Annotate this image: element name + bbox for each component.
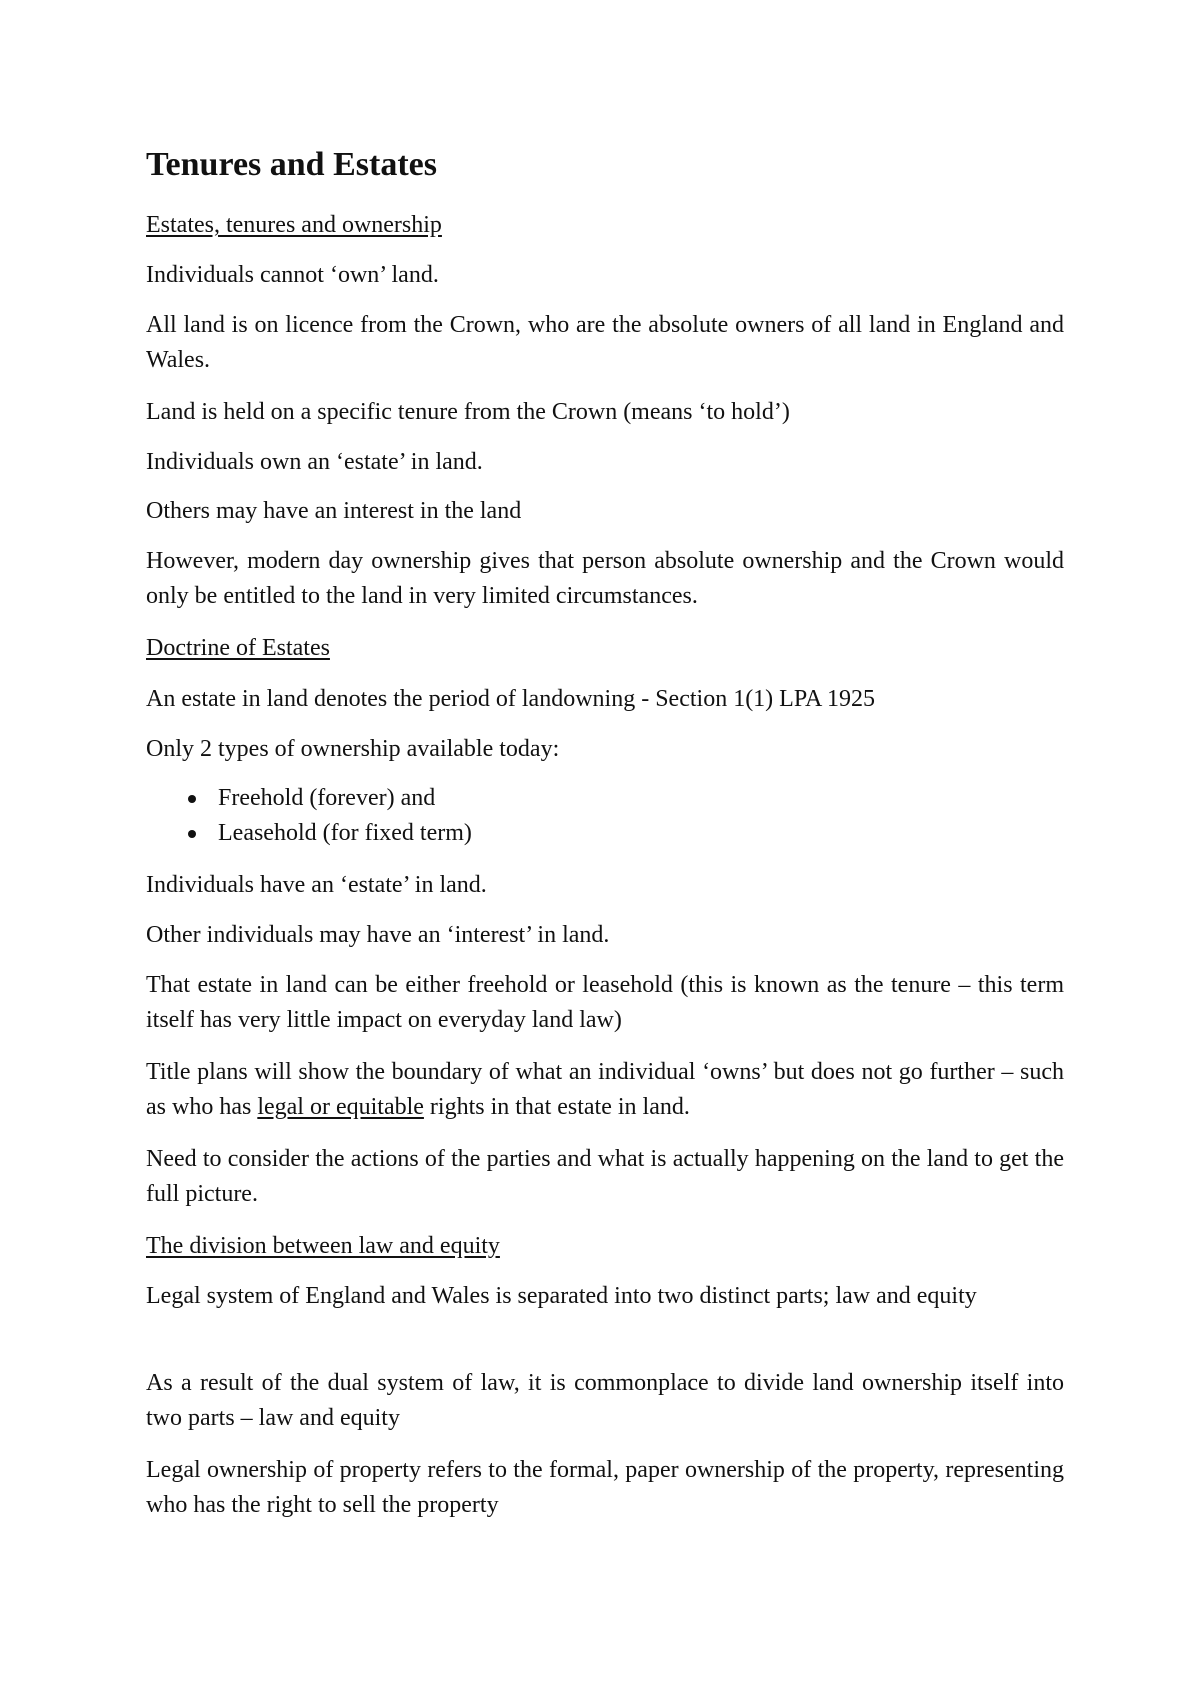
paragraph: Individuals have an ‘estate’ in land.: [146, 872, 487, 898]
paragraph: Legal ownership of property refers to the formal, paper ownership of the property, representing who has the right to sell the property: [146, 1457, 1064, 1518]
paragraph: An estate in land denotes the period of landowning - Section 1(1) LPA 1925: [146, 686, 875, 712]
paragraph: Other individuals may have an ‘interest’ in land.: [146, 922, 610, 948]
list-item-text: Leasehold (for fixed term): [218, 820, 472, 846]
document-title: Tenures and Estates: [146, 146, 437, 183]
underlined-phrase: legal or equitable: [257, 1094, 424, 1120]
paragraph: All land is on licence from the Crown, who are the absolute owners of all land in England and Wales.: [146, 312, 1064, 373]
paragraph: Individuals cannot ‘own’ land.: [146, 262, 439, 288]
paragraph: Others may have an interest in the land: [146, 498, 522, 524]
paragraph: Legal system of England and Wales is separated into two distinct parts; law and equity: [146, 1283, 977, 1309]
paragraph: That estate in land can be either freehold or leasehold (this is known as the tenure – this term itself has very little impact on everyday land law): [146, 972, 1064, 1033]
section-heading-estates-tenures-ownership: Estates, tenures and ownership: [146, 212, 442, 238]
paragraph: As a result of the dual system of law, it is commonplace to divide land ownership itself into two parts – law and equity: [146, 1370, 1064, 1431]
paragraph: Individuals own an ‘estate’ in land.: [146, 449, 483, 475]
text-run: Title plans will show the boundary of what an individual ‘owns’ but does not go further – such as who has: [146, 1059, 1064, 1120]
list-item-text: Freehold (forever) and: [218, 785, 436, 811]
paragraph: Need to consider the actions of the parties and what is actually happening on the land to get the full picture.: [146, 1146, 1064, 1207]
bullet-icon: [188, 830, 196, 838]
section-heading-law-and-equity: The division between law and equity: [146, 1233, 500, 1259]
text-run: rights in that estate in land.: [423, 1094, 690, 1120]
list-item: [218, 816, 1064, 851]
bullet-icon: [188, 795, 196, 803]
paragraph: However, modern day ownership gives that person absolute ownership and the Crown would only be entitled to the land in very limited circumstances.: [146, 548, 1064, 609]
paragraph-title-plans: [146, 1055, 1064, 1125]
paragraph: Land is held on a specific tenure from the Crown (means ‘to hold’): [146, 399, 790, 425]
paragraph: Only 2 types of ownership available today:: [146, 736, 560, 762]
section-heading-doctrine-of-estates: Doctrine of Estates: [146, 635, 330, 661]
list-item: [218, 781, 1064, 816]
